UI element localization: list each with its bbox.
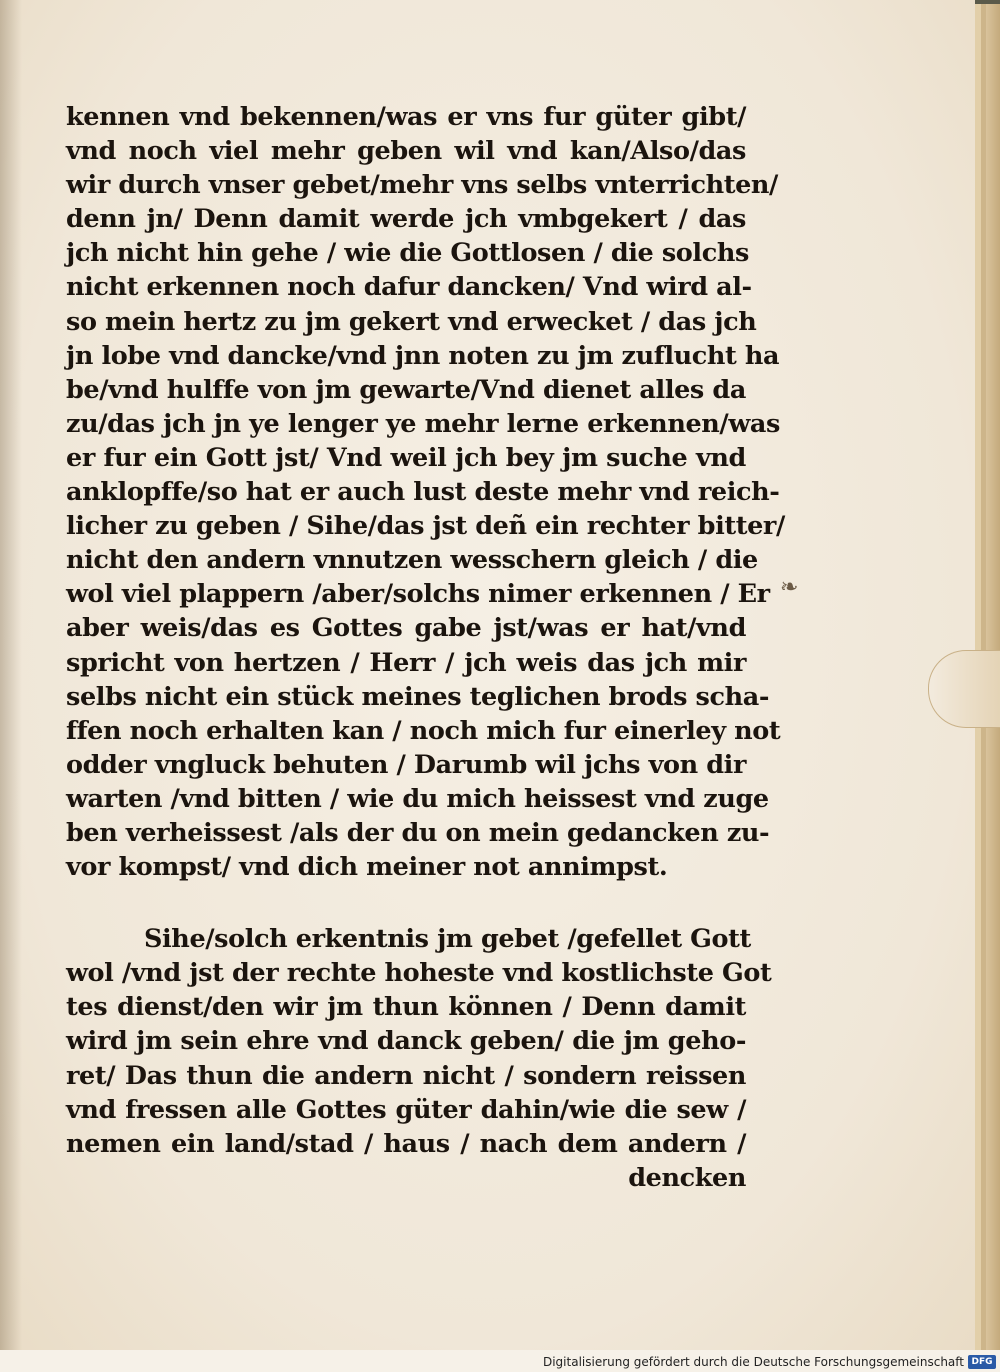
text-line: spricht von hertzen / Herr / jch weis das jch mir [66,647,746,678]
text-line: vnd noch viel mehr geben wil vnd kan/Also/das [66,136,746,167]
gutter-shadow [0,0,22,1372]
text-line: jch nicht hin gehe / wie die Gottlosen / die solchs [66,238,749,269]
text-line: Sihe/solch erkentnis jm gebet /gefellet Gott [144,924,751,955]
text-line: anklopffe/so hat er auch lust deste mehr vnd reich- [66,477,780,508]
text-line: warten /vnd bitten / wie du mich heissest vnd zuge [66,783,769,814]
text-line: tes dienst/den wir jm thun können / Denn damit [66,992,746,1023]
text-line: nemen ein land/stad / haus / nach dem andern / [66,1128,746,1159]
text-line: ret/ Das thun die andern nicht / sondern reissen [66,1060,746,1091]
text-line: licher zu geben / Sihe/das jst deñ ein rechter bitter/ [66,511,785,542]
text-line: wol /vnd jst der rechte hoheste vnd kostlichste Got [66,958,772,989]
page-text [66,100,785,1195]
digitization-footer [0,1350,1000,1372]
catchword: dencken [628,1162,746,1193]
text-line: wir durch vnser gebet/mehr vns selbs vnterrichten/ [66,170,778,201]
paragraph-1 [66,100,785,884]
printer-ornament-icon: ❧ [780,575,799,600]
text-line: nicht den andern vnnutzen wesschern gleich / die [66,545,758,576]
text-line: er fur ein Gott jst/ Vnd weil jch bey jm suche vnd [66,442,746,473]
text-line: so mein hertz zu jm gekert vnd erwecket / das jch [66,306,757,337]
text-line: vnd fressen alle Gottes güter dahin/wie die sew / [66,1094,746,1125]
dfg-logo-icon: DFG [968,1355,996,1369]
text-line: nicht erkennen noch dafur dancken/ Vnd wird al- [66,272,752,303]
footer-credit: Digitalisierung gefördert durch die Deutsche Forschungsgemeinschaft [542,1355,964,1369]
paragraph-2 [66,922,772,1195]
paragraph-gap [66,884,746,922]
text-line: wol viel plappern /aber/solchs nimer erkennen / Er [66,579,770,610]
text-line: jn lobe vnd dancke/vnd jnn noten zu jm zuflucht ha [66,340,780,371]
page-edge-dark-strip [975,0,1000,4]
text-line: wird jm sein ehre vnd danck geben/ die jm geho- [66,1026,746,1057]
text-line: odder vngluck behuten / Darumb wil jchs von dir [66,749,746,780]
thumb-tab [928,650,1000,728]
text-line: denn jn/ Denn damit werde jch vmbgekert / das [66,204,746,235]
text-line: ben verheissest /als der du on mein gedancken zu- [66,817,770,848]
text-line: kennen vnd bekennen/was er vns fur güter gibt/ [66,102,746,132]
text-line: aber weis/das es Gottes gabe jst/was er hat/vnd [66,613,746,644]
text-line: be/vnd hulffe von jm gewarte/Vnd dienet alles da [66,374,746,405]
text-line: vor kompst/ vnd dich meiner not annimpst. [66,852,668,883]
text-line: zu/das jch jn ye lenger ye mehr lerne erkennen/was [66,408,780,439]
text-line: selbs nicht ein stück meines teglichen brods scha- [66,681,770,712]
text-line: ffen noch erhalten kan / noch mich fur einerley not [66,715,781,746]
